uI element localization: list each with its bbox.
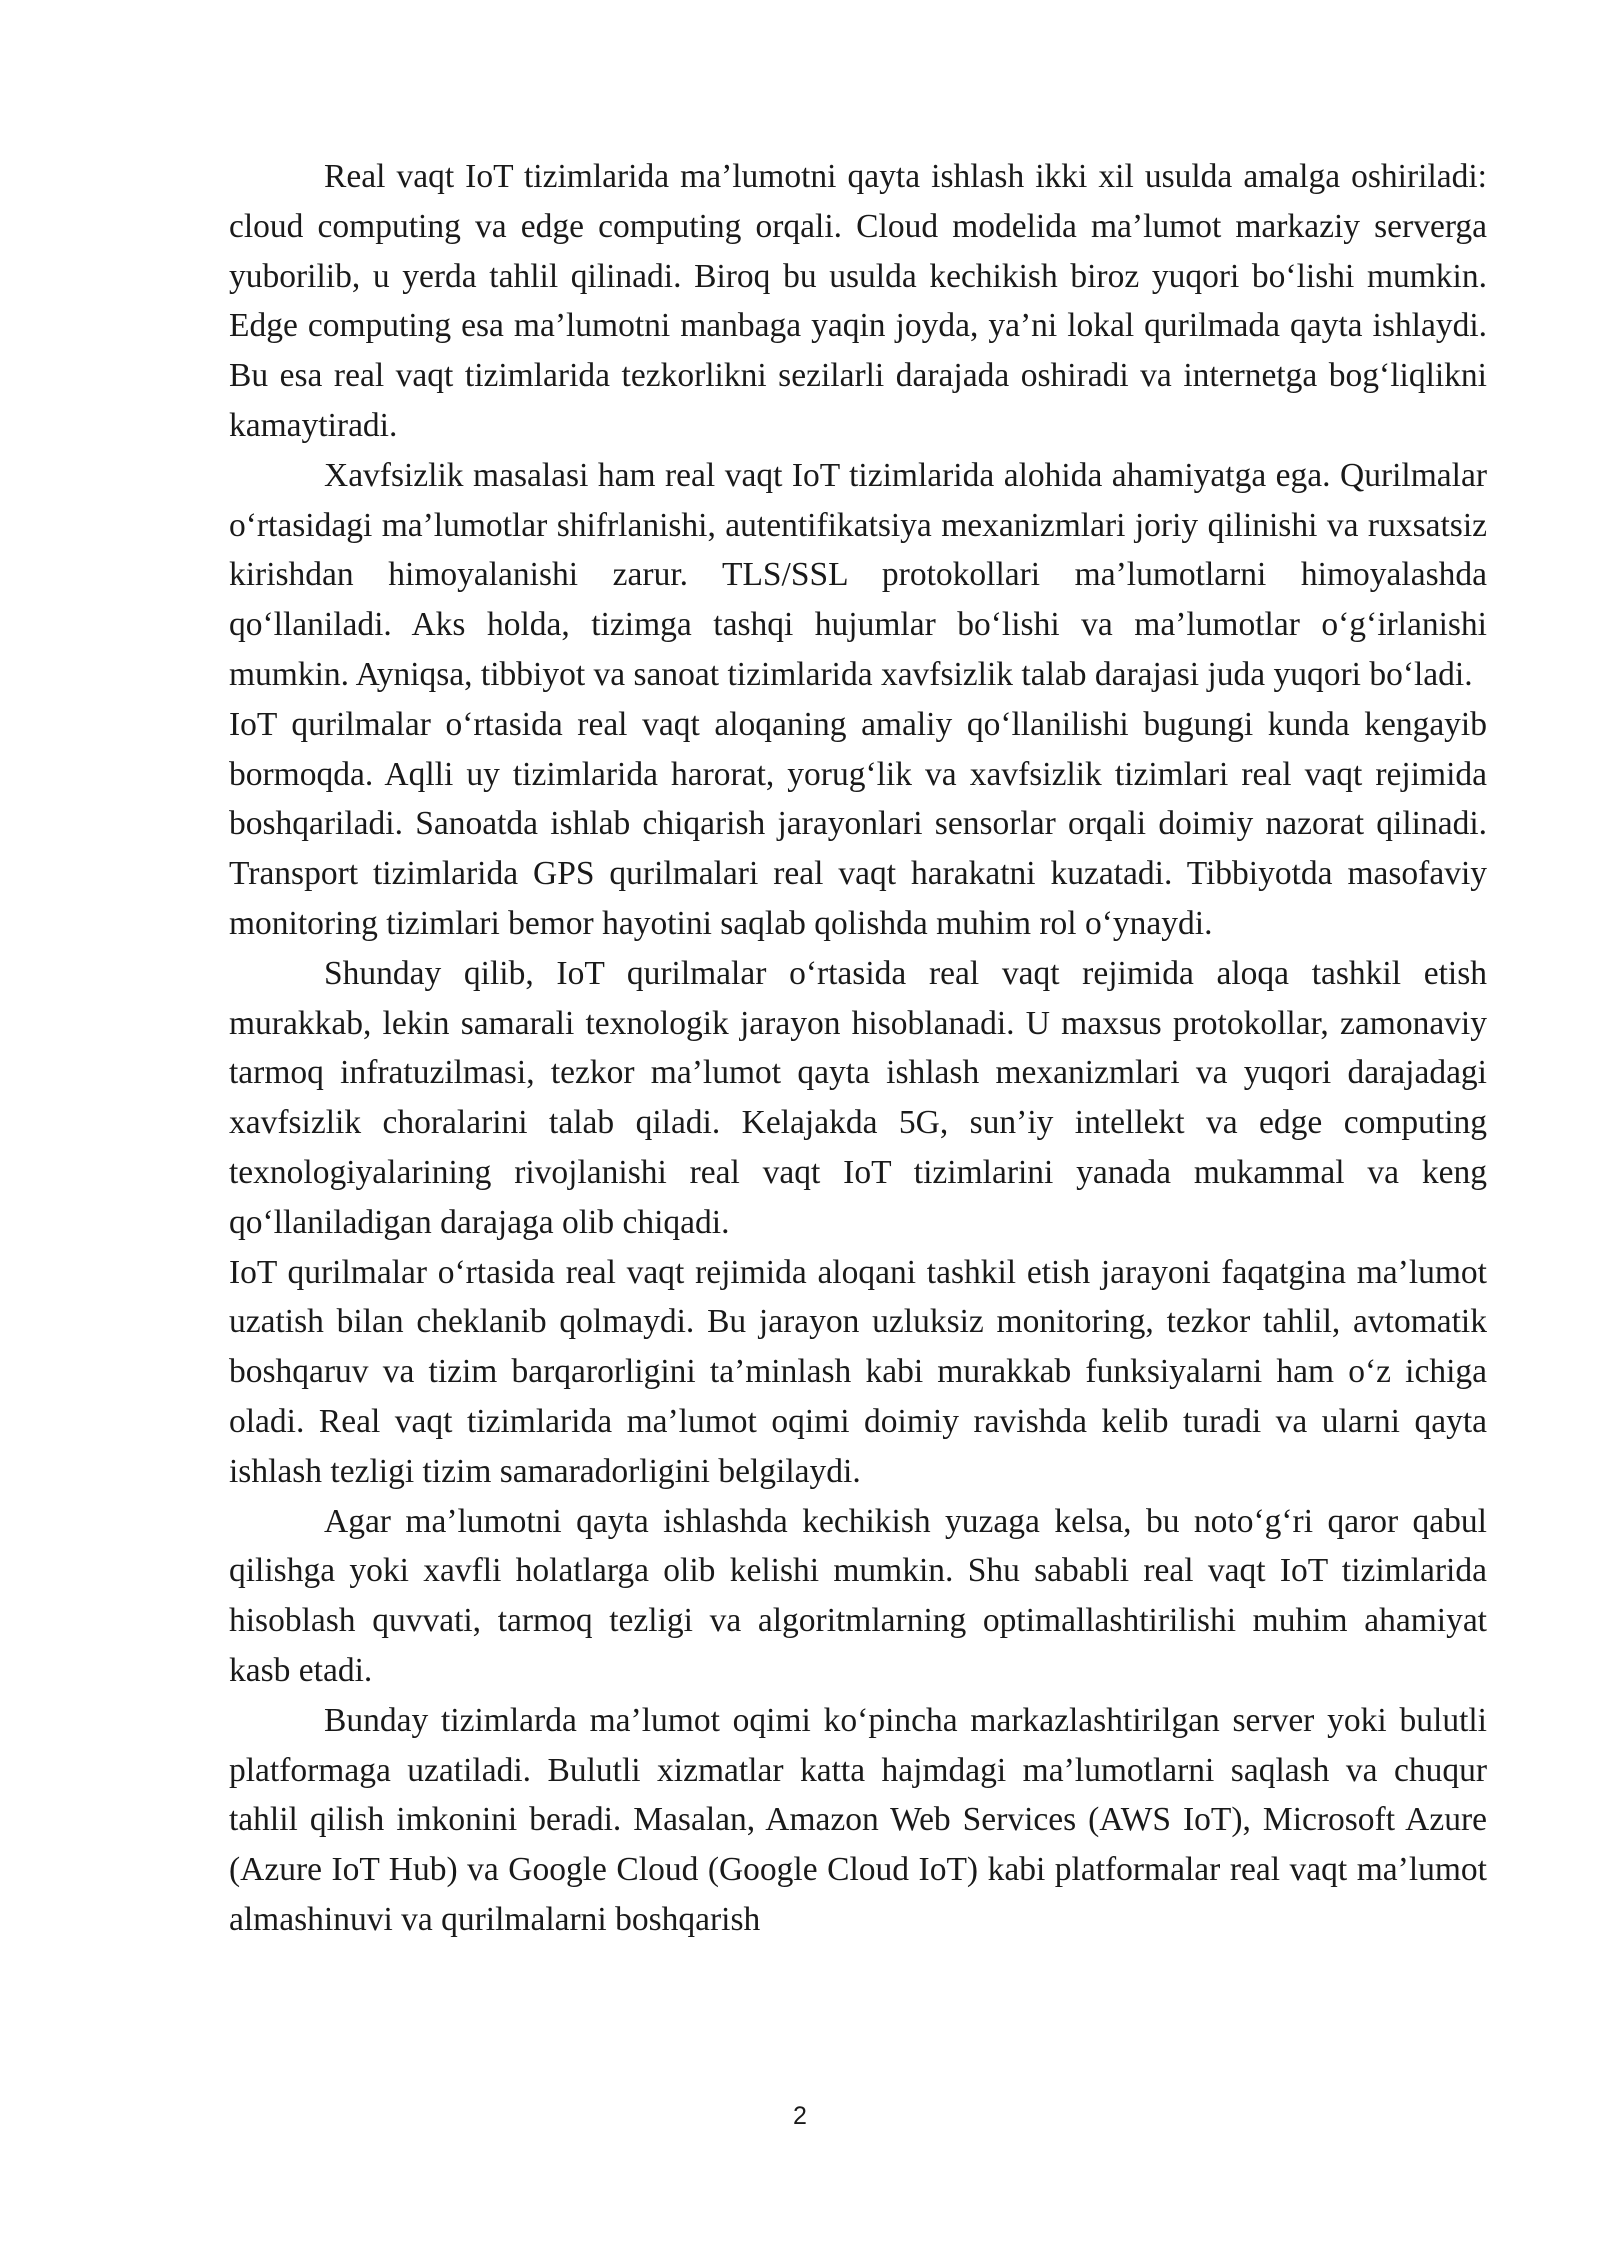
paragraph-4: Shunday qilib, IoT qurilmalar o‘rtasida real vaqt rejimida aloqa tashkil etish murakkab, lekin samarali texnologik jarayon hisoblanadi. U maxsus protokollar, zamonaviy tarmoq infratuzilmasi, tezkor ma’lumot qayta ishlash mexanizmlari va yuqori darajadagi xavfsizlik choralarini talab qiladi. Kelajakda 5G, sun’iy intellekt va edge computing texnologiyalarining rivojlanishi real vaqt IoT tizimlarini yanada mukammal va keng qo‘llaniladigan darajaga olib chiqadi.: [229, 954, 1487, 1241]
page-number: 2: [793, 2102, 807, 2130]
paragraph-6: Agar ma’lumotni qayta ishlashda kechikish yuzaga kelsa, bu noto‘g‘ri qaror qabul qilishga yoki xavfli holatlarga olib kelishi mumkin. Shu sababli real vaqt IoT tizimlarida hisoblash quvvati, tarmoq tezligi va algoritmlarning optimallashtirilishi muhim ahamiyat kasb etadi.: [229, 1502, 1487, 1689]
paragraph-1: Real vaqt IoT tizimlarida ma’lumotni qayta ishlash ikki xil usulda amalga oshiriladi: cloud computing va edge computing orqali. Cloud modelida ma’lumot markaziy serverga yuborilib, u yerda tahlil qilinadi. Biroq bu usulda kechikish biroz yuqori bo‘lishi mumkin. Edge computing esa ma’lumotni manbaga yaqin joyda, ya’ni lokal qurilmada qayta ishlaydi. Bu esa real vaqt tizimlarida tezkorlikni sezilarli darajada oshiradi va internetga bog‘liqlikni kamaytiradi.: [229, 158, 1487, 444]
body-text: [229, 152, 1487, 1945]
paragraph-2: Xavfsizlik masalasi ham real vaqt IoT tizimlarida alohida ahamiyatga ega. Qurilmalar o‘rtasidagi ma’lumotlar shifrlanishi, autentifikatsiya mexanizmlari joriy qilinishi va ruxsatsiz kirishdan himoyalanishi zarur. TLS/SSL protokollari ma’lumotlarni himoyalashda qo‘llaniladi. Aks holda, tizimga tashqi hujumlar bo‘lishi va ma’lumotlar o‘g‘irlanishi mumkin. Ayniqsa, tibbiyot va sanoat tizimlarida xavfsizlik talab darajasi juda yuqori bo‘ladi.: [229, 456, 1487, 693]
paragraph-5: IoT qurilmalar o‘rtasida real vaqt rejimida aloqani tashkil etish jarayoni faqatgina ma’lumot uzatish bilan cheklanib qolmaydi. Bu jarayon uzluksiz monitoring, tezkor tahlil, avtomatik boshqaruv va tizim barqarorligini ta’minlash kabi murakkab funksiyalarni ham o‘z ichiga oladi. Real vaqt tizimlarida ma’lumot oqimi doimiy ravishda kelib turadi va ularni qayta ishlash tezligi tizim samaradorligini belgilaydi.: [229, 1253, 1487, 1490]
paragraph-7: Bunday tizimlarda ma’lumot oqimi ko‘pincha markazlashtirilgan server yoki bulutli platformaga uzatiladi. Bulutli xizmatlar katta hajmdagi ma’lumotlarni saqlash va chuqur tahlil qilish imkonini beradi. Masalan, Amazon Web Services (AWS IoT), Microsoft Azure (Azure IoT Hub) va Google Cloud (Google Cloud IoT) kabi platformalar real vaqt ma’lumot almashinuvi va qurilmalarni boshqarish: [229, 1701, 1487, 1938]
paragraph-3: IoT qurilmalar o‘rtasida real vaqt aloqaning amaliy qo‘llanilishi bugungi kunda kengayib bormoqda. Aqlli uy tizimlarida harorat, yorug‘lik va xavfsizlik tizimlari real vaqt rejimida boshqariladi. Sanoatda ishlab chiqarish jarayonlari sensorlar orqali doimiy nazorat qilinadi. Transport tizimlarida GPS qurilmalari real vaqt harakatni kuzatadi. Tibbiyotda masofaviy monitoring tizimlari bemor hayotini saqlab qolishda muhim rol o‘ynaydi.: [229, 705, 1487, 942]
